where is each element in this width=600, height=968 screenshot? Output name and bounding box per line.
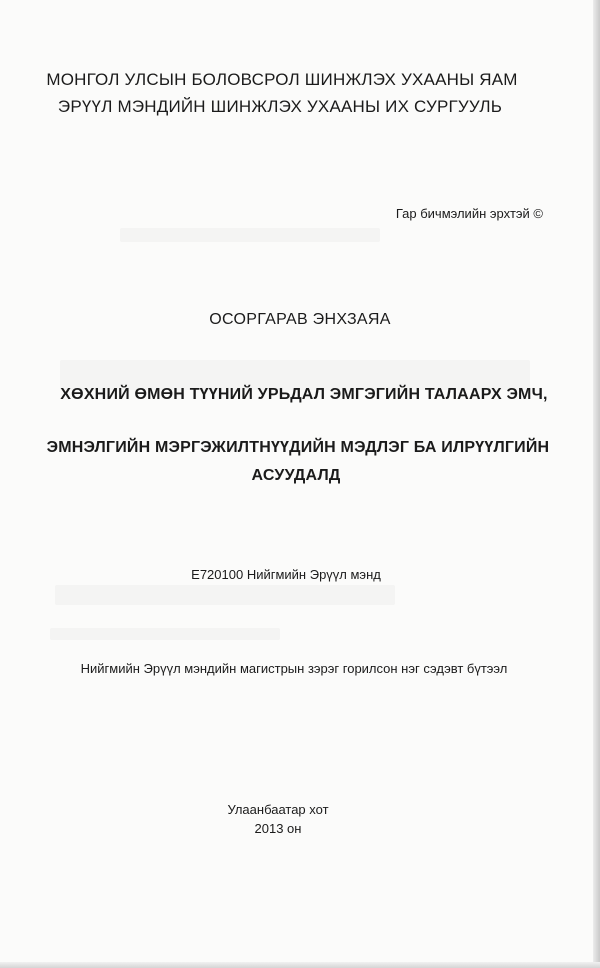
bleed-through-mark: [55, 585, 395, 605]
page-edge-shadow: [593, 0, 600, 968]
place-of-publication: Улаанбаатар хот: [227, 802, 329, 817]
publication-year: 2013 он: [254, 821, 302, 836]
bleed-through-mark: [50, 628, 280, 640]
thesis-title-line-2: ЭМНЭЛГИЙН МЭРГЭЖИЛТНҮҮДИЙН МЭДЛЭГ БА ИЛРҮҮЛГИЙН: [46, 439, 550, 456]
thesis-title-line-3: АСУУДАЛД: [251, 467, 341, 484]
specialty-code: E720100 Нийгмийн Эрүүл мэнд: [191, 567, 381, 582]
bleed-through-mark: [120, 228, 380, 242]
university-name: ЭРҮҮЛ МЭНДИЙН ШИНЖЛЭХ УХААНЫ ИХ СУРГУУЛЬ: [57, 97, 503, 116]
page-edge-shadow: [0, 962, 600, 968]
author-name: ОСОРГАРАВ ЭНХЗАЯА: [209, 311, 391, 328]
ministry-name: МОНГОЛ УЛСЫН БОЛОВСРОЛ ШИНЖЛЭХ УХААНЫ ЯАМ: [46, 70, 518, 89]
copyright-note: Гар бичмэлийн эрхтэй ©: [395, 206, 543, 221]
thesis-title-line-1: ХӨХНИЙ ӨМӨН ТҮҮНИЙ УРЬДАЛ ЭМГЭГИЙН ТАЛААРХ ЭМЧ,: [60, 386, 548, 403]
degree-statement: Нийгмийн Эрүүл мэндийн магистрын зэрэг горилсон нэг сэдэвт бүтээл: [80, 661, 508, 676]
